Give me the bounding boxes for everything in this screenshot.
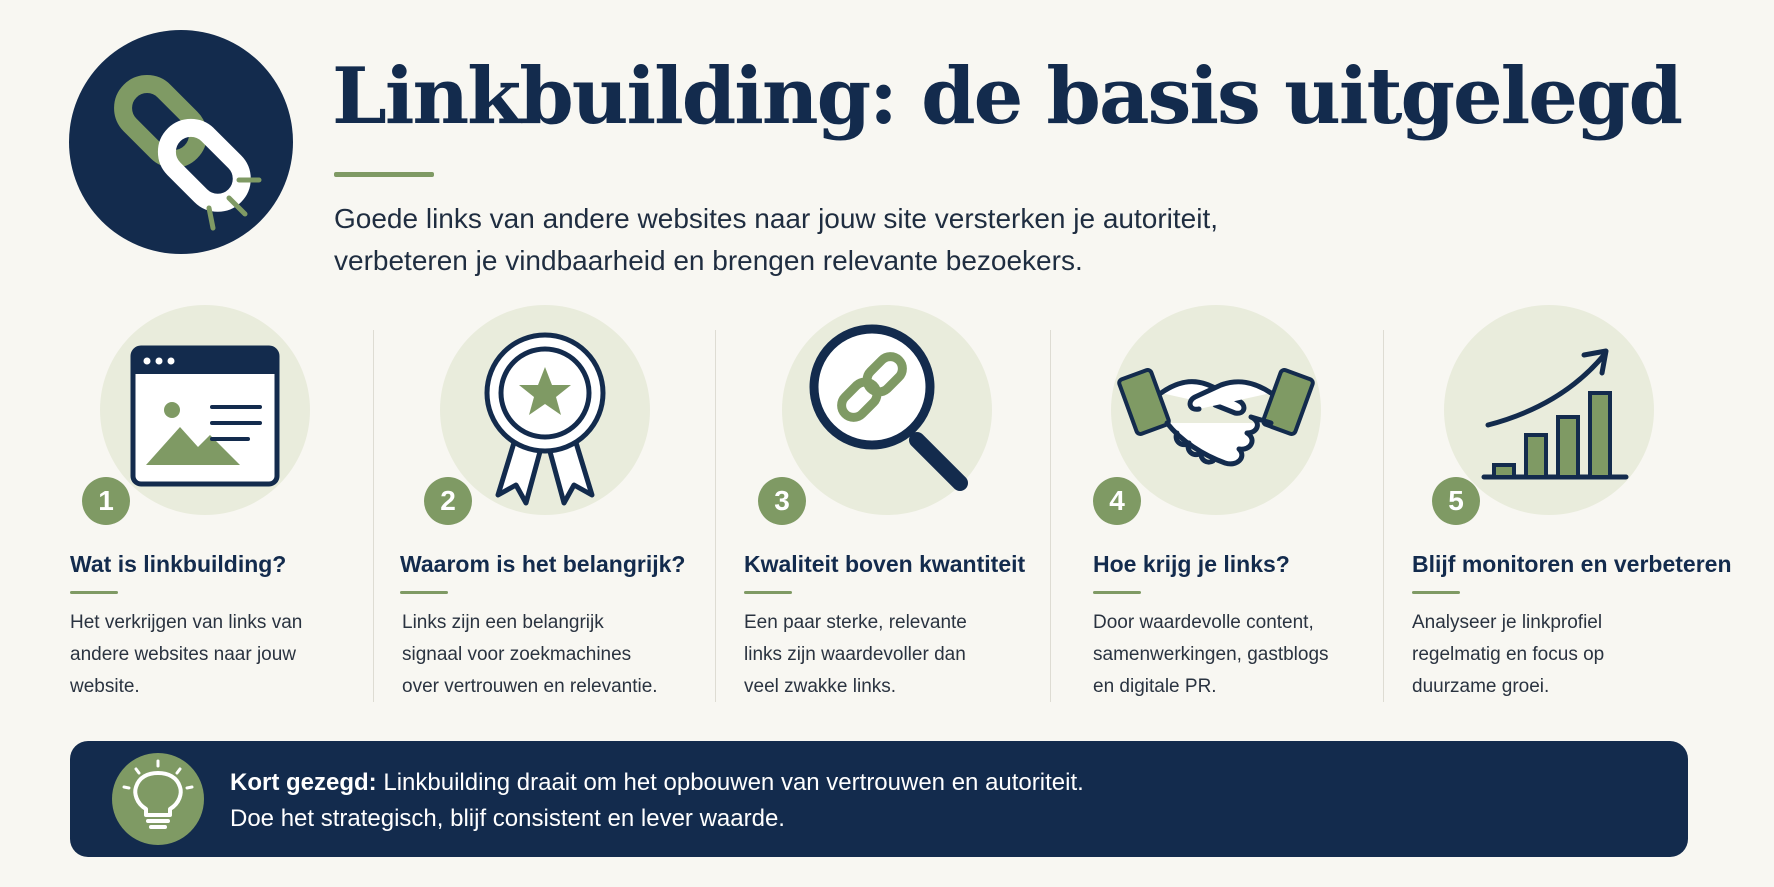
step-description-line: andere websites naar jouw [70,644,297,665]
step-description-line: veel zwakke links. [744,676,897,697]
step-title-underline [70,591,118,594]
step-number-badge: 5 [1432,477,1480,525]
step-description-line: Een paar sterke, relevante [744,612,967,633]
step-description-line: regelmatig en focus op [1412,644,1605,665]
step-description-line: Links zijn een belangrijk [402,612,604,633]
step-description [402,607,692,703]
step-title-underline [400,591,448,594]
summary-label: Kort gezegd: [230,769,377,796]
step-number-badge: 1 [82,477,130,525]
step-description-line: samenwerkingen, gastblogs [1093,644,1329,665]
step-card-1 [70,305,390,705]
step-description-line: Door waardevolle content, [1093,612,1314,633]
step-description-line: signaal voor zoekmachines [402,644,632,665]
growth-chart-icon [1444,305,1654,515]
step-description-line: over vertrouwen en relevantie. [402,676,658,697]
magnifier-link-icon [782,305,992,515]
step-number-badge: 3 [758,477,806,525]
subtitle-line: Goede links van andere websites naar jouw site versterken je autoriteit, [334,203,1219,234]
summary-banner [70,741,1688,857]
step-description [744,607,1034,703]
step-description-line: links zijn waardevoller dan [744,644,966,665]
broken-chain-link-icon [69,30,293,254]
award-ribbon-icon [440,305,650,515]
step-description [1412,607,1702,703]
step-title-underline [1412,591,1460,594]
step-description-line: website. [70,676,140,697]
step-title: Kwaliteit boven kwantiteit [744,551,1026,577]
step-card-5 [1412,305,1732,705]
summary-line: Doe het strategisch, blijf consistent en lever waarde. [230,805,785,832]
step-title: Wat is linkbuilding? [70,551,287,577]
step-title: Waarom is het belangrijk? [400,551,686,577]
step-title: Blijf monitoren en verbeteren [1412,551,1732,577]
step-description-line: en digitale PR. [1093,676,1217,697]
step-description [70,607,360,703]
step-description [1093,607,1383,703]
step-card-4 [1093,305,1413,705]
step-card-2 [400,305,720,705]
step-title: Hoe krijg je links? [1093,551,1290,577]
browser-window-icon [100,305,310,515]
step-title-underline [744,591,792,594]
summary-line-text: Linkbuilding draait om het opbouwen van vertrouwen en autoriteit. [376,769,1084,796]
summary-text [230,765,1630,837]
step-title-underline [1093,591,1141,594]
step-description-line: duurzame groei. [1412,676,1550,697]
step-number-badge: 2 [424,477,472,525]
handshake-icon [1111,305,1321,515]
step-description-line: Analyseer je linkprofiel [1412,612,1603,633]
summary-line [230,765,1630,801]
step-card-3 [744,305,1064,705]
lightbulb-icon [112,753,204,845]
step-number-badge: 4 [1093,477,1141,525]
step-description-line: Het verkrijgen van links van [70,612,303,633]
page-title: Linkbuilding: de basis uitgelegd [332,51,1681,142]
title-underline [334,172,434,177]
page-subtitle [334,198,1334,282]
subtitle-line: verbeteren je vindbaarheid en brengen relevante bezoekers. [334,245,1083,276]
